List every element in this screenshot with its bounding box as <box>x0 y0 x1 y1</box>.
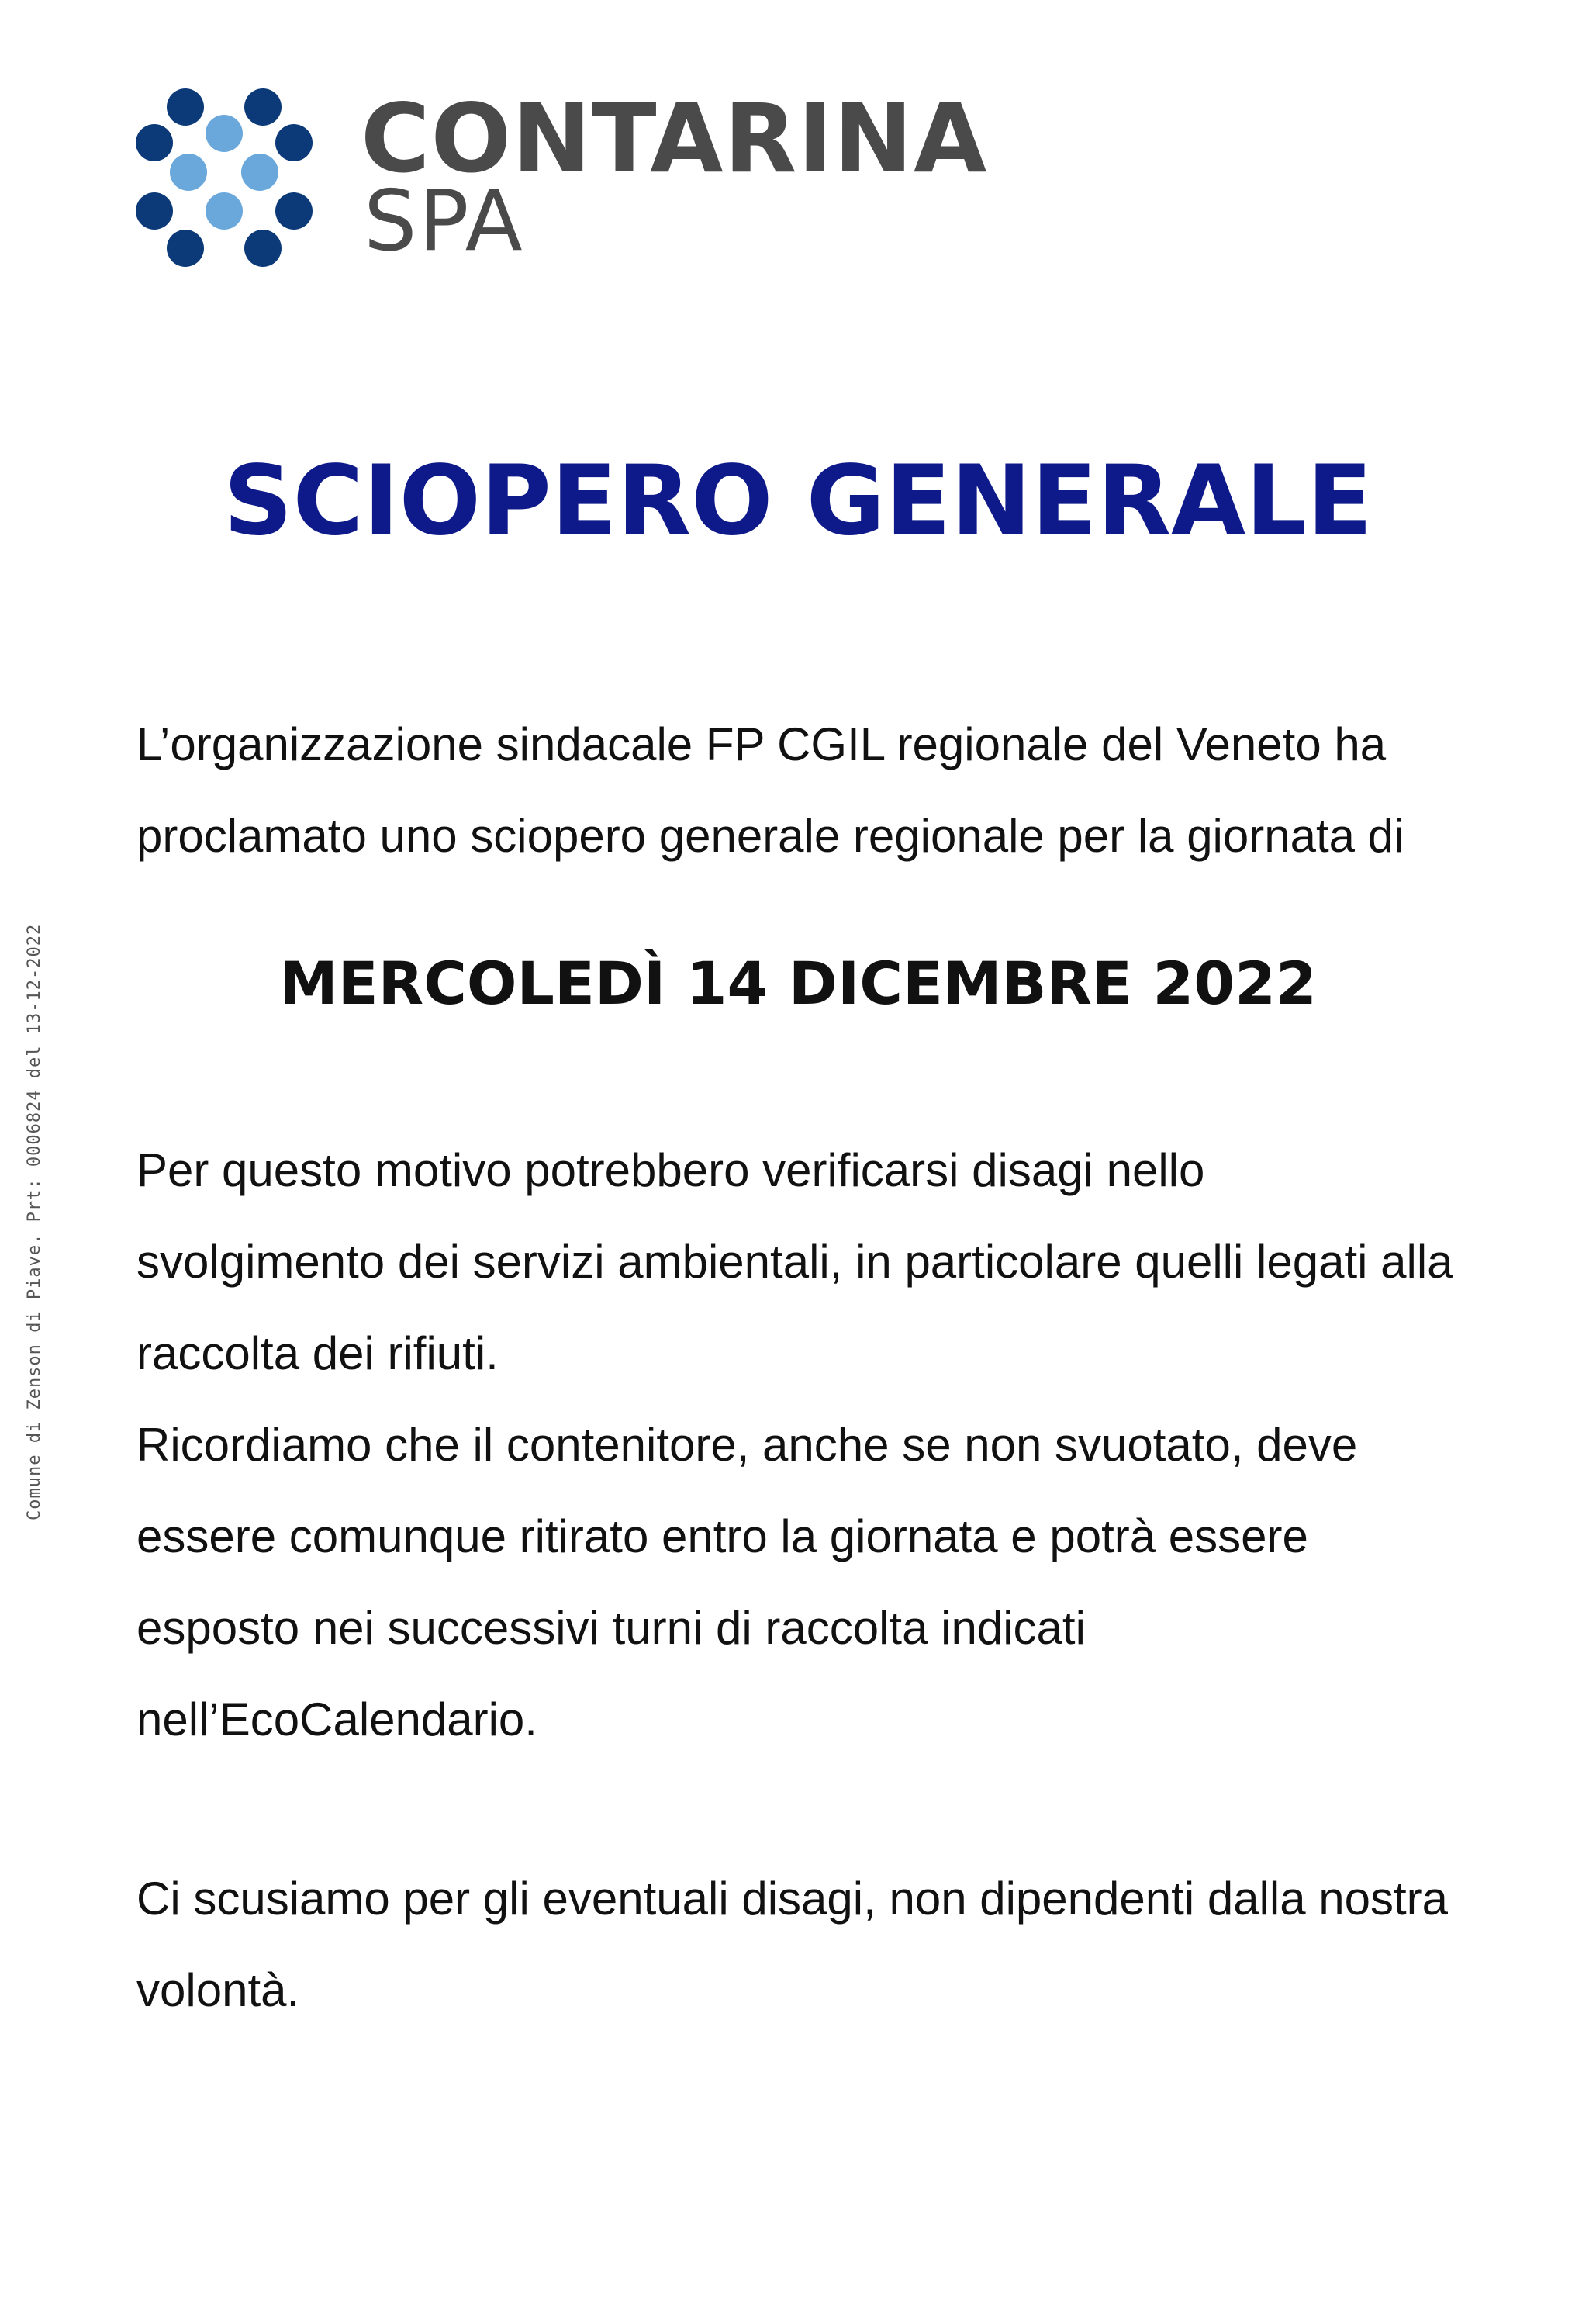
logo-suffix: SPA <box>364 173 524 270</box>
body-line: nell’EcoCalendario. <box>136 1693 537 1745</box>
closing-paragraph: Ci scusiamo per gli eventuali disagi, non dipendenti dalla nostra volontà. <box>136 1873 1449 2016</box>
logo-dots-icon <box>136 85 322 272</box>
body-line: Per questo motivo potrebbero verificarsi disagi nello <box>136 1144 1205 1196</box>
intro-paragraph: L’organizzazione sindacale FP CGIL regionale del Veneto ha proclamato uno sciopero generale regionale per la giornata di <box>136 718 1404 862</box>
body-line: essere comunque ritirato entro la giornata e potrà essere <box>136 1510 1308 1562</box>
body-line: Ricordiamo che il contenitore, anche se non svuotato, deve <box>136 1419 1358 1471</box>
body-line: esposto nei successivi turni di raccolta indicati <box>136 1602 1086 1654</box>
body-line: raccolta dei rifiuti. <box>136 1327 499 1379</box>
body-line: svolgimento dei servizi ambientali, in particolare quelli legati alla <box>136 1236 1453 1288</box>
protocol-stamp: Comune di Zenson di Piave. Prt: 0006824 del 13-12-2022 <box>25 923 44 1520</box>
body-paragraph <box>136 1125 1517 1766</box>
strike-date: MERCOLEDÌ 14 DICEMBRE 2022 <box>279 949 1317 1018</box>
page-title: SCIOPERO GENERALE <box>223 445 1373 557</box>
logo-name: CONTARINA <box>361 84 988 194</box>
contarina-logo <box>136 85 989 272</box>
